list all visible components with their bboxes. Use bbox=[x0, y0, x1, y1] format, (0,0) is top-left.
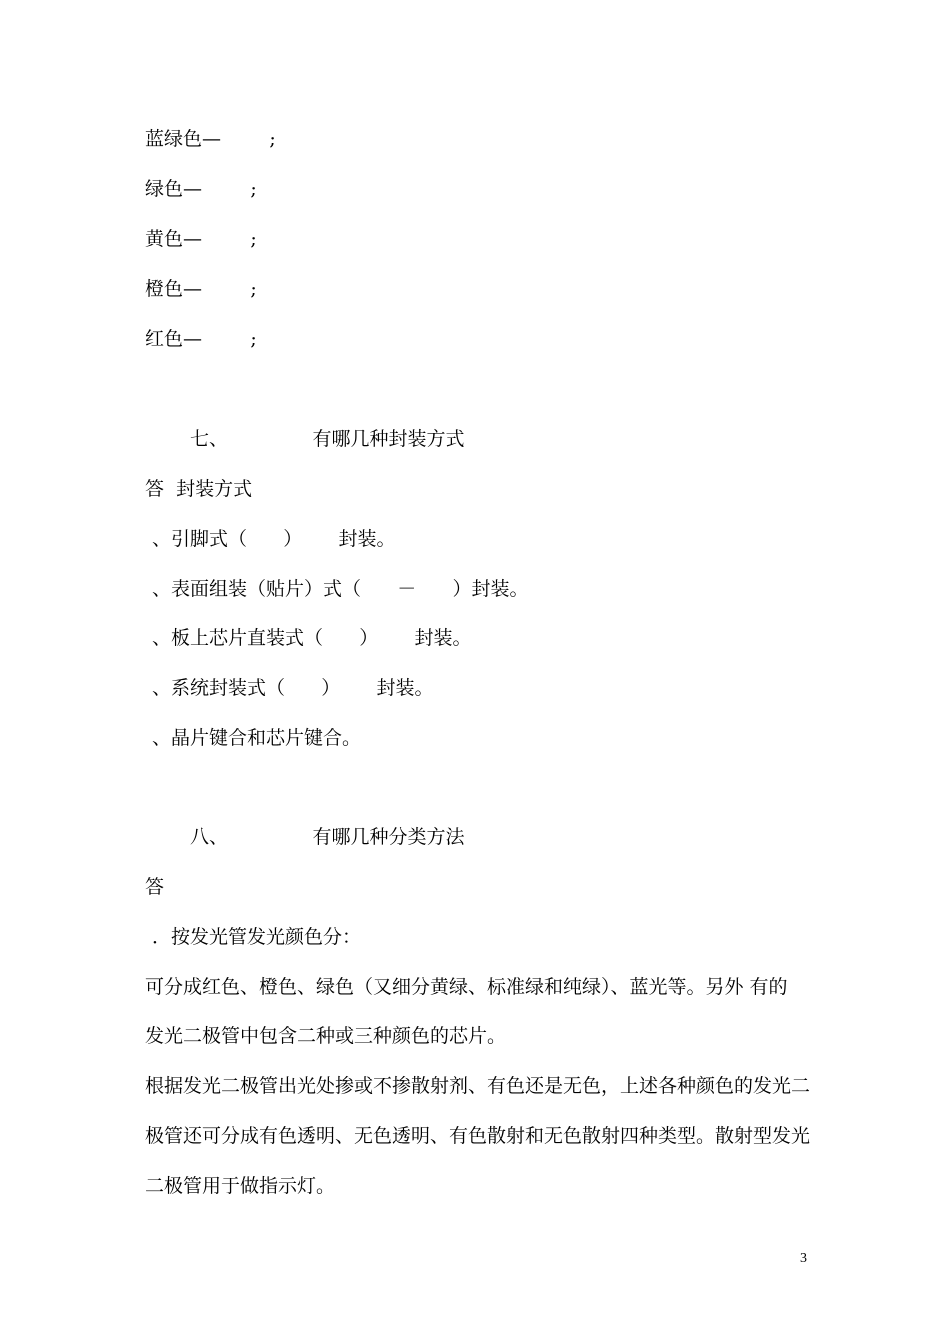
packaging-item-2: 、表面组装（贴片）式（ － ）封装。 bbox=[152, 578, 529, 600]
paragraph-line: 二极管用于做指示灯。 bbox=[145, 1175, 336, 1197]
color-green-line: 绿色— ; bbox=[145, 178, 257, 200]
color-orange-line: 橙色— ; bbox=[145, 278, 257, 300]
paragraph-line: 可分成红色、橙色、绿色（又细分黄绿、标准绿和纯绿）、蓝光等。另外 有的 bbox=[145, 976, 788, 998]
answer-classify-line: 答 bbox=[145, 876, 165, 898]
packaging-item-1: 、引脚式（ ） 封装。 bbox=[152, 528, 396, 550]
answer-packaging-line: 答 封装方式 bbox=[145, 478, 253, 500]
paragraph-line: 发光二极管中包含二种或三种颜色的芯片。 bbox=[145, 1025, 507, 1047]
paragraph-line: 根据发光二极管出光处掺或不掺散射剂、有色还是无色，上述各种颜色的发光二 bbox=[145, 1075, 811, 1097]
packaging-item-4: 、系统封装式（ ） 封装。 bbox=[152, 677, 434, 699]
packaging-item-3: 、板上芯片直装式（ ） 封装。 bbox=[152, 627, 472, 649]
paragraph-line: 极管还可分成有色透明、无色透明、有色散射和无色散射四种类型。散射型发光 bbox=[145, 1125, 811, 1147]
color-yellow-line: 黄色— ; bbox=[145, 228, 257, 250]
section-heading-seven: 七、 有哪几种封装方式 bbox=[190, 428, 465, 450]
section-heading-eight: 八、 有哪几种分类方法 bbox=[190, 826, 465, 848]
color-blue-green-line: 蓝绿色— ; bbox=[145, 128, 276, 150]
classify-item-1: ．按发光管发光颜色分： bbox=[152, 926, 362, 948]
packaging-item-5: 、晶片键合和芯片键合。 bbox=[152, 727, 362, 749]
color-red-line: 红色— ; bbox=[145, 328, 257, 350]
page-number: 3 bbox=[800, 1251, 807, 1266]
